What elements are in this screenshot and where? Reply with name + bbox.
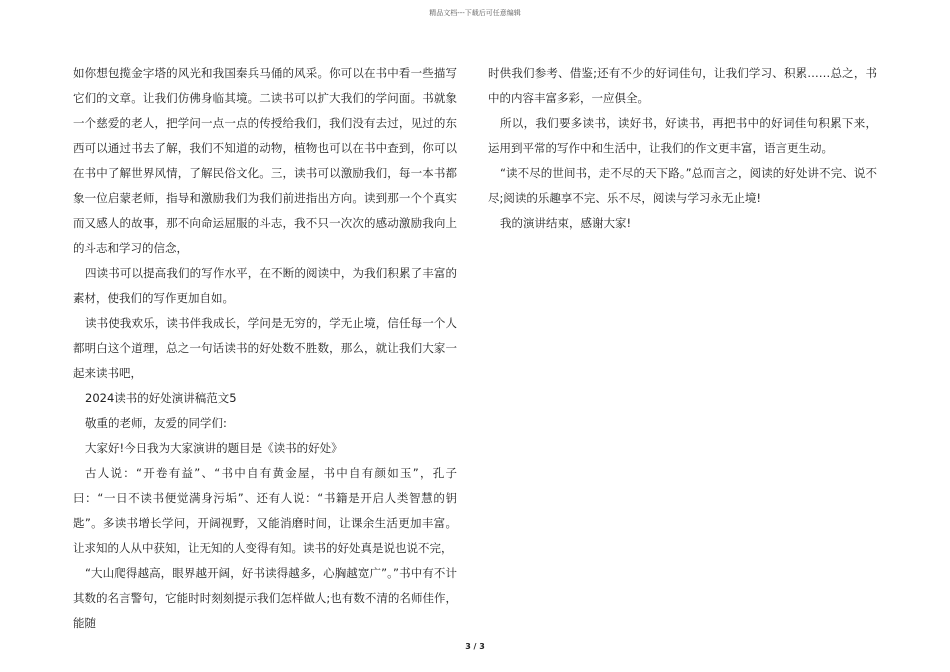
paragraph: 古人说：“开卷有益”、“书中自有黄金屋，书中自有颜如玉”，孔子曰：“一日不读书便觉满身污垢”、还有人说：“书籍是开启人类智慧的钥匙”。多读书增长学问，开阔视野，又能消磨时间，让课余生活更加丰富。让求知的人从中获知，让无知的人变得有知。读书的好处真是说也说不完， <box>73 466 457 555</box>
salutation: 敬重的老师，友爱的同学们: <box>85 416 227 430</box>
paragraph: 四读书可以提高我们的写作水平，在不断的阅读中，为我们积累了丰富的素材，使我们的写作更加自如。 <box>73 266 457 305</box>
paragraph: 读书使我欢乐，读书伴我成长，学问是无穷的，学无止境，信任每一个人都明白这个道理，总之一句话读书的好处数不胜数，那么，就让我们大家一起来读书吧， <box>73 316 457 380</box>
left-column <box>73 61 457 636</box>
right-column <box>488 61 877 236</box>
paragraph: 时供我们参考、借鉴;还有不少的好词佳句，让我们学习、积累……总之，书中的内容丰富多彩，一应俱全。 <box>488 66 877 105</box>
section-heading: 2024读书的好处演讲稿范文5 <box>85 391 237 405</box>
paragraph: 如你想包揽金字塔的风光和我国秦兵马俑的风采。你可以在书中看一些描写它们的文章。让我们仿佛身临其境。二读书可以扩大我们的学问面。书就象一个慈爱的老人，把学问一点一点的传授给我们，我们没有去过，见过的东西可以通过书去了解，我们不知道的动物，植物也可以在书中查到，你可以在书中了解世界风情，了解民俗文化。三，读书可以激励我们，每一本书都象一位启蒙老师，指导和激励我们为我们前进指出方向。读到那一个个真实而又感人的故事，那不向命运屈服的斗志，我不只一次次的感动激励我向上的斗志和学习的信念， <box>73 66 457 255</box>
closing-line: 我的演讲结束，感谢大家! <box>500 216 632 230</box>
paragraph: 所以，我们要多读书，读好书，好读书，再把书中的好词佳句积累下来，运用到平常的写作中和生活中，让我们的作文更丰富，语言更生动。 <box>488 116 877 155</box>
paragraph: 大家好!今日我为大家演讲的题目是《读书的好处》 <box>85 441 343 455</box>
paragraph: “读不尽的世间书，走不尽的天下路。”总而言之，阅读的好处讲不完、说不尽;阅读的乐趣享不完、乐不尽，阅读与学习永无止境! <box>488 166 877 205</box>
paragraph: “大山爬得越高，眼界越开阔，好书读得越多，心胸越宽广”。”书中有不计其数的名言警句，它能时时刻刻提示我们怎样做人;也有数不清的名师佳作，能随 <box>73 566 457 630</box>
page-number: 3 / 3 <box>465 642 485 651</box>
page-header: 精品文档---下载后可任意编辑 <box>429 9 521 17</box>
